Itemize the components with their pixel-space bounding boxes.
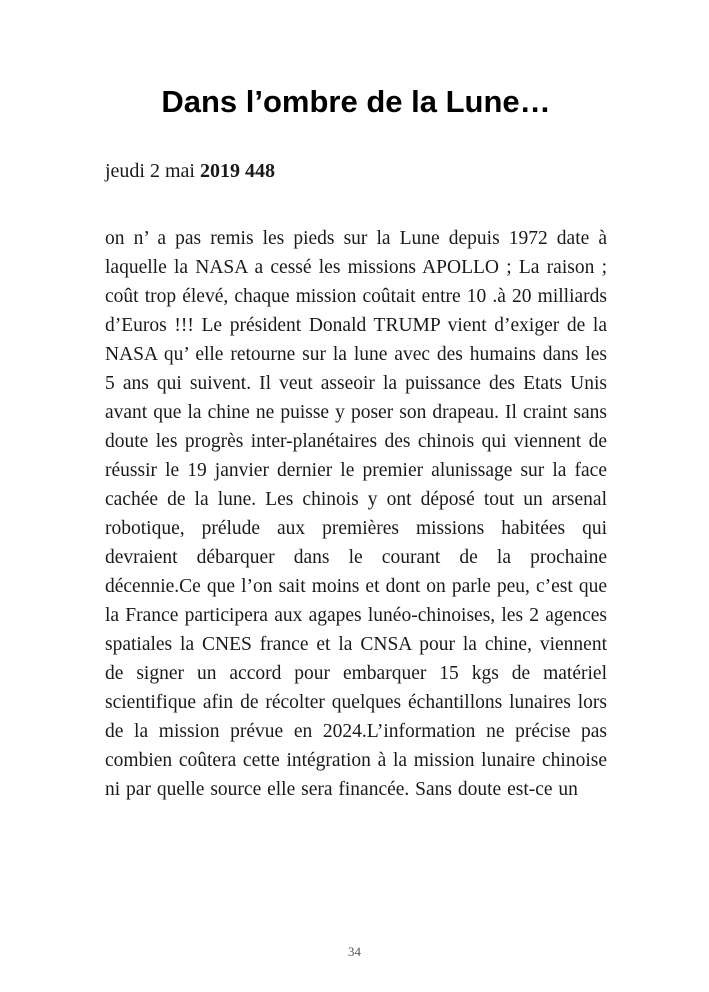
- body-paragraph: on n’ a pas remis les pieds sur la Lune depuis 1972 date à laquelle la NASA a cessé les missions APOLLO ; La raison ; coût trop élevé, chaque mission coûtait entre 10 .à 20 milliards d’Euros !!! Le président Donald TRUMP vient d’exiger de la NASA qu’ elle retourne sur la lune avec des humains dans les 5 ans qui suivent. Il veut asseoir la puissance des Etats Unis avant que la chine ne puisse y poser son drapeau. Il craint sans doute les progrès inter-planétaires des chinois qui viennent de réussir le 19 janvier dernier le premier alunissage sur la face cachée de la lune. Les chinois y ont déposé tout un arsenal robotique, prélude aux premières missions habitées qui devraient débarquer dans le courant de la prochaine décennie.Ce que l’on sait moins et dont on parle peu, c’est que la France participera aux agapes lunéo-chinoises, les 2 agences spatiales la CNES france et la CNSA pour la chine, viennent de signer un accord pour embarquer 15 kgs de matériel scientifique afin de récolter quelques échantillons lunaires lors de la mission prévue en 2024.L’information ne précise pas combien coûtera cette intégration à la mission lunaire chinoise ni par quelle source elle sera financée. Sans doute est-ce un: [105, 227, 607, 800]
- date-line: [105, 158, 607, 184]
- date-text: jeudi 2 mai: [105, 159, 200, 182]
- page-title: Dans l’ombre de la Lune…: [161, 84, 551, 119]
- date-number: 2019 448: [199, 159, 275, 182]
- page-number: 34: [348, 944, 361, 959]
